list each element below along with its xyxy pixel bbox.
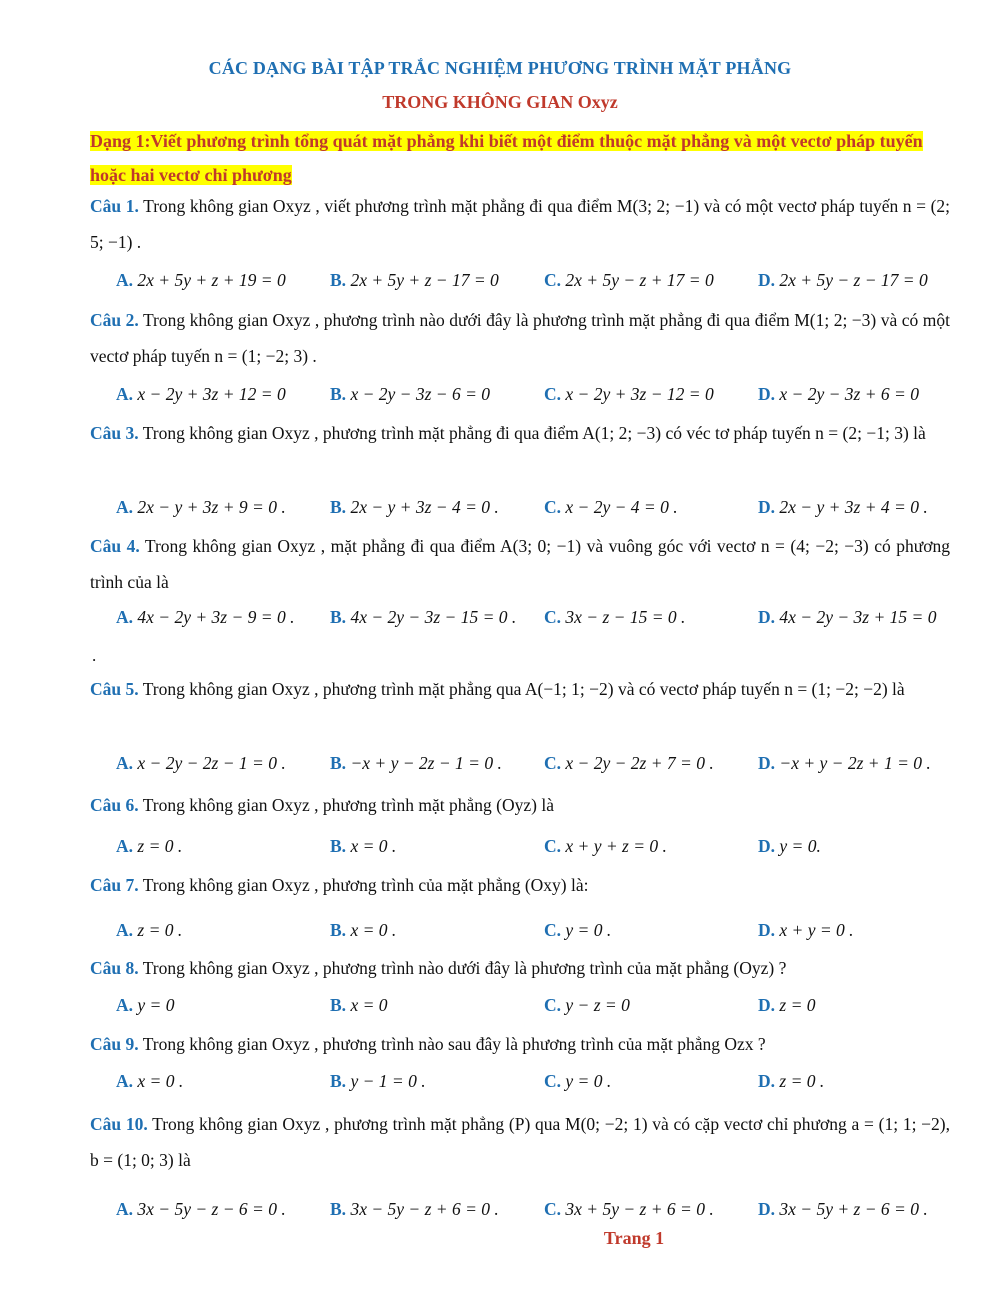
option-text: x = 0: [350, 995, 388, 1015]
question-1: [90, 188, 950, 260]
question-1-option-c: [544, 270, 714, 291]
question-4-option-c: [544, 607, 685, 628]
option-letter: B.: [330, 1199, 347, 1219]
question-2-option-d: [758, 384, 919, 405]
option-text: y = 0 .: [565, 920, 612, 940]
option-text: x − 2y − 4 = 0 .: [565, 497, 678, 517]
question-8-option-b: [330, 995, 388, 1016]
question-6: [90, 787, 950, 823]
question-label: Câu 9.: [90, 1034, 139, 1054]
question-6-option-d: [758, 836, 821, 857]
option-text: x + y = 0 .: [779, 920, 854, 940]
option-text: x − 2y − 2z − 1 = 0 .: [137, 753, 286, 773]
option-letter: C.: [544, 1199, 562, 1219]
option-text: 2x + 5y + z − 17 = 0: [350, 270, 499, 290]
question-10-option-a: [116, 1199, 286, 1220]
option-letter: B.: [330, 920, 347, 940]
option-text: z = 0: [779, 995, 816, 1015]
question-2: [90, 302, 950, 374]
option-letter: A.: [116, 1071, 134, 1091]
option-letter: D.: [758, 384, 776, 404]
question-label: Câu 7.: [90, 875, 139, 895]
question-10-option-b: [330, 1199, 499, 1220]
question-10: [90, 1106, 950, 1178]
option-letter: A.: [116, 920, 134, 940]
question-9-option-d: [758, 1071, 824, 1092]
question-7-option-d: [758, 920, 854, 941]
option-text: 2x − y + 3z − 4 = 0 .: [350, 497, 499, 517]
question-1-option-b: [330, 270, 499, 291]
question-3-option-a: [116, 497, 286, 518]
option-letter: B.: [330, 497, 347, 517]
option-text: 3x − 5y − z − 6 = 0 .: [137, 1199, 286, 1219]
question-5-option-a: [116, 753, 286, 774]
option-text: x = 0 .: [350, 836, 397, 856]
question-5-option-d: [758, 753, 931, 774]
option-text: 2x + 5y − z + 17 = 0: [565, 270, 714, 290]
question-text: Trong không gian Oxyz , mặt phẳng đi qua điểm A(3; 0; −1) và vuông góc với vectơ n = (4; −2; −3) có phương trình của là: [90, 536, 950, 592]
question-text: Trong không gian Oxyz , phương trình mặt phẳng đi qua điểm A(1; 2; −3) có véc tơ pháp tuyến n = (2; −1; 3) là: [142, 423, 926, 443]
question-3-option-d: [758, 497, 928, 518]
option-letter: D.: [758, 753, 776, 773]
question-label: Câu 8.: [90, 958, 139, 978]
option-text: 2x + 5y + z + 19 = 0: [137, 270, 286, 290]
section-heading-text: Dạng 1:Viết phương trình tổng quát mặt phẳng khi biết một điểm thuộc mặt phẳng và một vectơ pháp tuyến hoặc hai vectơ chỉ phương: [90, 131, 923, 185]
question-8-option-c: [544, 995, 630, 1016]
option-text: 4x − 2y − 3z − 15 = 0 .: [350, 607, 517, 627]
option-letter: C.: [544, 1071, 562, 1091]
document-title-line-2: TRONG KHÔNG GIAN Oxyz: [382, 92, 618, 112]
question-6-option-c: [544, 836, 667, 857]
option-letter: C.: [544, 836, 562, 856]
question-label: Câu 6.: [90, 795, 139, 815]
question-10-option-c: [544, 1199, 714, 1220]
option-letter: C.: [544, 920, 562, 940]
question-5: [90, 671, 950, 707]
question-text: Trong không gian Oxyz , phương trình của mặt phẳng (Oxy) là:: [142, 875, 589, 895]
option-letter: D.: [758, 920, 776, 940]
question-3: [90, 415, 950, 451]
option-letter: A.: [116, 497, 134, 517]
option-text: −x + y − 2z + 1 = 0 .: [779, 753, 931, 773]
option-letter: B.: [330, 836, 347, 856]
option-letter: D.: [758, 607, 776, 627]
option-text: 3x − 5y + z − 6 = 0 .: [779, 1199, 928, 1219]
option-letter: D.: [758, 1071, 776, 1091]
option-letter: C.: [544, 270, 562, 290]
question-label: Câu 5.: [90, 679, 139, 699]
question-7-option-c: [544, 920, 611, 941]
option-letter: D.: [758, 1199, 776, 1219]
question-2-option-a: [116, 384, 286, 405]
option-letter: A.: [116, 995, 134, 1015]
option-text: x − 2y + 3z − 12 = 0: [565, 384, 714, 404]
question-text: Trong không gian Oxyz , phương trình mặt phẳng (Oyz) là: [142, 795, 554, 815]
question-3-option-b: [330, 497, 499, 518]
option-letter: A.: [116, 607, 134, 627]
option-letter: B.: [330, 270, 347, 290]
question-1-option-d: [758, 270, 928, 291]
option-text: x − 2y − 2z + 7 = 0 .: [565, 753, 714, 773]
question-1-option-a: [116, 270, 286, 291]
option-text: −x + y − 2z − 1 = 0 .: [350, 753, 502, 773]
question-6-option-b: [330, 836, 396, 857]
question-7: [90, 867, 950, 903]
option-text: 2x − y + 3z + 4 = 0 .: [779, 497, 928, 517]
option-text: y − 1 = 0 .: [350, 1071, 426, 1091]
question-4-option-d: [758, 607, 936, 628]
document-title-line-1: CÁC DẠNG BÀI TẬP TRẮC NGHIỆM PHƯƠNG TRÌNH MẶT PHẲNG: [208, 58, 792, 78]
question-8-option-a: [116, 995, 174, 1016]
question-9: [90, 1026, 950, 1062]
option-text: 2x − y + 3z + 9 = 0 .: [137, 497, 286, 517]
option-text: y = 0 .: [565, 1071, 612, 1091]
question-10-option-d: [758, 1199, 928, 1220]
option-text: y = 0.: [779, 836, 821, 856]
question-label: Câu 3.: [90, 423, 139, 443]
question-7-option-a: [116, 920, 182, 941]
option-letter: A.: [116, 836, 134, 856]
option-letter: D.: [758, 270, 776, 290]
option-letter: D.: [758, 497, 776, 517]
option-text: 4x − 2y + 3z − 9 = 0 .: [137, 607, 295, 627]
question-3-option-c: [544, 497, 678, 518]
option-letter: A.: [116, 1199, 134, 1219]
question-text: Trong không gian Oxyz , viết phương trình mặt phẳng đi qua điểm M(3; 2; −1) và có một vectơ pháp tuyến n = (2; 5; −1) .: [90, 196, 951, 252]
question-8: [90, 950, 950, 986]
option-text: 3x − 5y − z + 6 = 0 .: [350, 1199, 499, 1219]
question-9-option-b: [330, 1071, 426, 1092]
question-4-option-a: [116, 607, 294, 628]
page-footer: [0, 1228, 1000, 1249]
page-number: Trang 1: [603, 1228, 665, 1248]
question-2-option-b: [330, 384, 490, 405]
question-9-option-a: [116, 1071, 183, 1092]
question-4-option-b: [330, 607, 516, 628]
option-text: x = 0 .: [350, 920, 397, 940]
option-text: z = 0 .: [137, 920, 183, 940]
option-text: z = 0 .: [779, 1071, 825, 1091]
option-letter: C.: [544, 995, 562, 1015]
question-label: Câu 10.: [90, 1114, 148, 1134]
option-letter: D.: [758, 836, 776, 856]
question-text: Trong không gian Oxyz , phương trình nào sau đây là phương trình của mặt phẳng Ozx ?: [142, 1034, 766, 1054]
question-label: Câu 4.: [90, 536, 140, 556]
option-text: x − 2y − 3z + 6 = 0: [779, 384, 919, 404]
option-letter: C.: [544, 384, 562, 404]
question-label: Câu 2.: [90, 310, 139, 330]
question-5-option-c: [544, 753, 714, 774]
option-text: 3x + 5y − z + 6 = 0 .: [565, 1199, 714, 1219]
option-letter: C.: [544, 607, 562, 627]
option-letter: B.: [330, 607, 347, 627]
question-label: Câu 1.: [90, 196, 139, 216]
option-text: x − 2y + 3z + 12 = 0: [137, 384, 286, 404]
option-letter: B.: [330, 995, 347, 1015]
question-text: Trong không gian Oxyz , phương trình nào dưới đây là phương trình mặt phẳng đi qua điểm M(1; 2; −3) và có một vectơ pháp tuyến n = (1; −2; 3) .: [90, 310, 951, 366]
question-9-option-c: [544, 1071, 611, 1092]
option-text: y = 0: [137, 995, 175, 1015]
option-text: 2x + 5y − z − 17 = 0: [779, 270, 928, 290]
option-text: x + y + z = 0 .: [565, 836, 667, 856]
question-5-option-b: [330, 753, 502, 774]
option-letter: B.: [330, 753, 347, 773]
option-letter: B.: [330, 1071, 347, 1091]
stray-dot: .: [92, 646, 97, 665]
section-heading: [90, 124, 952, 192]
question-8-option-d: [758, 995, 816, 1016]
option-text: x − 2y − 3z − 6 = 0: [350, 384, 491, 404]
option-letter: C.: [544, 753, 562, 773]
question-2-option-c: [544, 384, 714, 405]
option-letter: A.: [116, 270, 134, 290]
option-text: 4x − 2y − 3z + 15 = 0: [779, 607, 937, 627]
question-text: Trong không gian Oxyz , phương trình nào dưới đây là phương trình của mặt phẳng (Oyz) ?: [142, 958, 787, 978]
option-letter: C.: [544, 497, 562, 517]
question-4: [90, 528, 950, 600]
option-letter: B.: [330, 384, 347, 404]
option-text: y − z = 0: [565, 995, 630, 1015]
option-text: 3x − z − 15 = 0 .: [565, 607, 686, 627]
option-text: z = 0 .: [137, 836, 183, 856]
question-text: Trong không gian Oxyz , phương trình mặt phẳng (P) qua M(0; −2; 1) và có cặp vectơ chỉ phương a = (1; 1; −2), b = (1; 0; 3) là: [90, 1114, 950, 1170]
question-text: Trong không gian Oxyz , phương trình mặt phẳng qua A(−1; 1; −2) và có vectơ pháp tuyến n = (1; −2; −2) là: [142, 679, 905, 699]
question-7-option-b: [330, 920, 396, 941]
option-letter: A.: [116, 384, 134, 404]
question-6-option-a: [116, 836, 182, 857]
option-letter: D.: [758, 995, 776, 1015]
option-letter: A.: [116, 753, 134, 773]
option-text: x = 0 .: [137, 1071, 184, 1091]
